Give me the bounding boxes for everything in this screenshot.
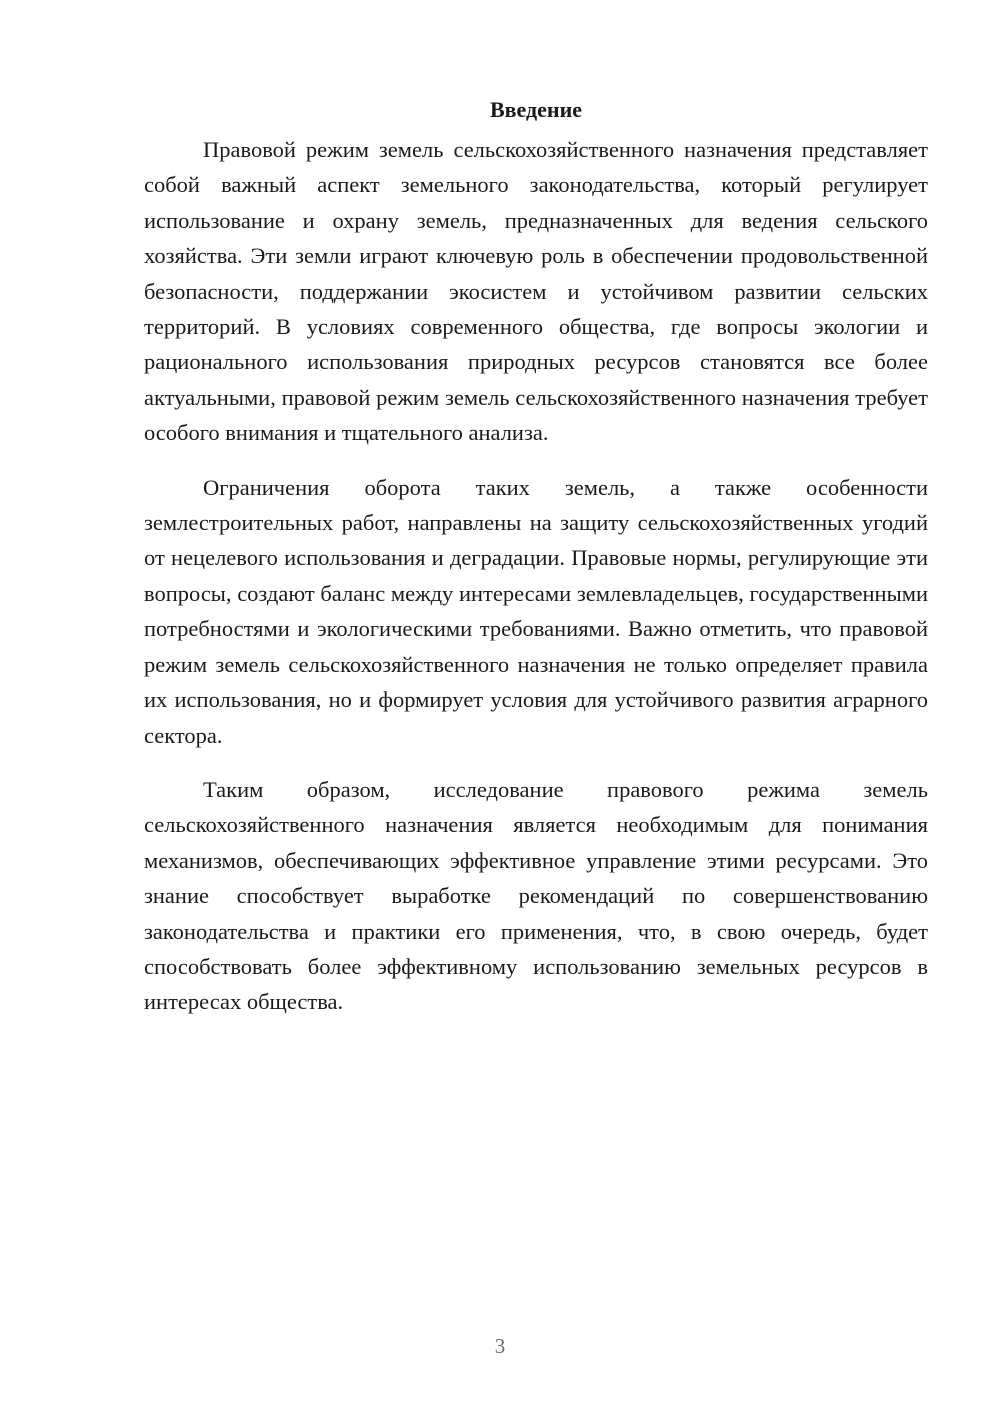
paragraph-1: Правовой режим земель сельскохозяйственного назначения представляет собой важный аспект земельного законодательства, который регулирует использование и охрану земель, предназначенных для ведения сельского хозяйства. Эти земли играют ключевую роль в обеспечении продовольственной безопасности, поддержании экосистем и устойчивом развитии сельских территорий. В условиях современного общества, где вопросы экологии и рационального использования природных ресурсов становятся все более актуальными, правовой режим земель сельскохозяйственного назначения требует особого внимания и тщательного анализа. [144,137,928,446]
paragraph-3: Таким образом, исследование правового режима земель сельскохозяйственного назначения является необходимым для понимания механизмов, обеспечивающих эффективное управление этими ресурсами. Это знание способствует выработке рекомендаций по совершенствованию законодательства и практики его применения, что, в свою очередь, будет способствовать более эффективному использованию земельных ресурсов в интересах общества. [144,776,928,1015]
section-heading: Введение [489,97,583,122]
paragraph-2: Ограничения оборота таких земель, а также особенности землестроительных работ, направлены на защиту сельскохозяйственных угодий от нецелевого использования и деградации. Правовые нормы, регулирующие эти вопросы, создают баланс между интересами землевладельцев, государственными потребностями и экологическими требованиями. Важно отметить, что правовой режим земель сельскохозяйственного назначения не только определяет правила их использования, но и формирует условия для устойчивого развития аграрного сектора. [144,474,928,748]
page-content [144,94,928,1020]
page-number: 3 [494,1334,506,1358]
